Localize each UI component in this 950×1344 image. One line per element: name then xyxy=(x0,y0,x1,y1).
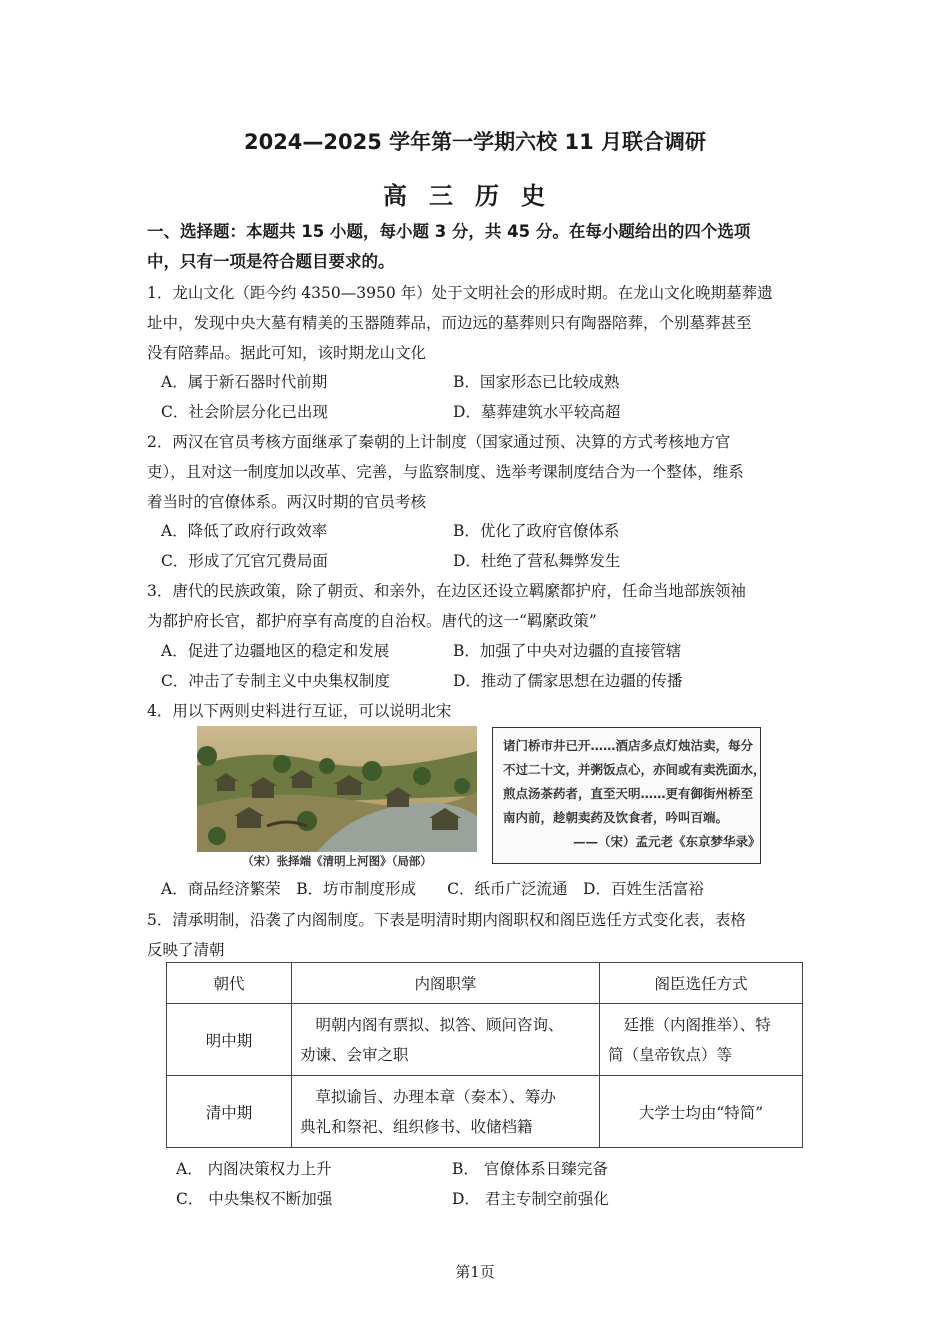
quote-source: ——（宋）孟元老《东京梦华录》 xyxy=(573,834,761,849)
selection-cell: 大学士均由“特简” xyxy=(600,1076,803,1148)
quote-line: 煎点汤茶药者，直至天明……更有御街州桥至 xyxy=(503,786,754,801)
q3-stem-line1: 3．唐代的民族政策，除了朝贡、和亲外，在边区还设立羁縻都护府，任命当地部族领袖 xyxy=(147,582,746,600)
table-row xyxy=(167,1004,803,1076)
q2-option-d[interactable]: D．杜绝了营私舞弊发生 xyxy=(453,552,621,570)
dongjing-menghua-quote xyxy=(492,727,766,864)
figure-caption: （宋）张择端《清明上河图》（局部） xyxy=(242,854,432,868)
q5-option-c[interactable]: C． 中央集权不断加强 xyxy=(176,1190,333,1208)
duty-line: 草拟谕旨、办理本章（奏本）、筹办 xyxy=(300,1087,556,1106)
q5-stem-line1: 5．清承明制，沿袭了内阁制度。下表是明清时期内阁职权和阁臣选任方式变化表，表格 xyxy=(147,911,746,929)
q1-stem-line3: 没有陪葬品。据此可知，该时期龙山文化 xyxy=(147,344,427,362)
q5-option-b[interactable]: B． 官僚体系日臻完备 xyxy=(452,1160,608,1178)
q4-options[interactable]: A．商品经济繁荣 B．坊市制度形成 C．纸币广泛流通 D．百姓生活富裕 xyxy=(161,880,704,898)
q4-stem: 4．用以下两则史料进行互证，可以说明北宋 xyxy=(147,702,452,720)
qingming-painting-figure xyxy=(197,726,477,868)
duty-line: 劝谏、会审之职 xyxy=(300,1045,409,1064)
era-cell: 清中期 xyxy=(167,1076,292,1148)
q5-option-a[interactable]: A． 内阁决策权力上升 xyxy=(176,1160,332,1178)
q3-option-a[interactable]: A．促进了边疆地区的稳定和发展 xyxy=(161,642,390,660)
selection-line: 简（皇帝钦点）等 xyxy=(608,1045,733,1064)
page-number: 第1页 xyxy=(455,1263,495,1281)
painting-illustration xyxy=(197,726,477,852)
q3-option-c[interactable]: C．冲击了专制主义中央集权制度 xyxy=(161,672,390,690)
q1-option-a[interactable]: A．属于新石器时代前期 xyxy=(161,373,328,391)
q1-stem-line2: 址中，发现中央大墓有精美的玉器随葬品，而边远的墓葬则只有陶器陪葬，个别墓葬甚至 xyxy=(147,314,752,332)
subject-title: 高三历史 xyxy=(383,182,567,210)
table-row xyxy=(167,1076,803,1148)
section-heading-line2: 中，只有一项是符合题目要求的。 xyxy=(147,252,395,271)
quote-line: 诸门桥市井已开……酒店多点灯烛沽卖，每分 xyxy=(503,738,754,753)
q3-option-d[interactable]: D．推动了儒家思想在边疆的传播 xyxy=(453,672,683,690)
exam-title: 2024—2025 学年第一学期六校 11 月联合调研 xyxy=(243,130,707,154)
duty-cell xyxy=(292,1076,600,1148)
selection-line: 廷推（内阁推举）、特 xyxy=(608,1015,771,1034)
q3-stem-line2: 为都护府长官，都护府享有高度的自治权。唐代的这一“羁縻政策” xyxy=(147,612,597,630)
column-header: 内阁职掌 xyxy=(292,963,600,1004)
q2-option-c[interactable]: C．形成了冗官冗费局面 xyxy=(161,552,328,570)
q2-stem-line1: 2．两汉在官员考核方面继承了秦朝的上计制度（国家通过预、决算的方式考核地方官 xyxy=(147,433,731,451)
quote-line: 不过二十文，并粥饭点心，亦间或有卖洗面水， xyxy=(503,762,766,777)
q2-option-b[interactable]: B．优化了政府官僚体系 xyxy=(453,522,620,540)
table-header-row xyxy=(167,963,803,1004)
q1-option-d[interactable]: D．墓葬建筑水平较高超 xyxy=(453,403,621,421)
duty-line: 明朝内阁有票拟、拟答、顾问咨询、 xyxy=(300,1015,564,1034)
duty-line: 典礼和祭祀、组织修书、收储档籍 xyxy=(300,1117,533,1136)
era-cell: 明中期 xyxy=(167,1004,292,1076)
q1-option-b[interactable]: B．国家形态已比较成熟 xyxy=(453,373,620,391)
duty-cell xyxy=(292,1004,600,1076)
quote-line: 南内前，趁朝卖药及饮食者，吟叫百端。 xyxy=(503,810,729,825)
column-header: 朝代 xyxy=(167,963,292,1004)
q2-option-a[interactable]: A．降低了政府行政效率 xyxy=(161,522,328,540)
q5-option-d[interactable]: D． 君主专制空前强化 xyxy=(452,1190,609,1208)
q3-option-b[interactable]: B．加强了中央对边疆的直接管辖 xyxy=(453,642,682,660)
column-header: 阁臣选任方式 xyxy=(600,963,803,1004)
selection-cell xyxy=(600,1004,803,1076)
q2-stem-line3: 着当时的官僚体系。两汉时期的官员考核 xyxy=(147,493,427,511)
q1-stem-line1: 1．龙山文化（距今约 4350—3950 年）处于文明社会的形成时期。在龙山文化晚期墓葬遗 xyxy=(147,284,773,302)
q2-stem-line2: 吏），且对这一制度加以改革、完善，与监察制度、选举考课制度结合为一个整体，维系 xyxy=(147,463,744,481)
section-heading-line1: 一、选择题：本题共 15 小题，每小题 3 分，共 45 分。在每小题给出的四个选项 xyxy=(147,222,751,241)
cabinet-comparison-table xyxy=(166,962,803,1148)
q5-stem-line2: 反映了清朝 xyxy=(147,941,225,959)
q1-option-c[interactable]: C．社会阶层分化已出现 xyxy=(161,403,328,421)
